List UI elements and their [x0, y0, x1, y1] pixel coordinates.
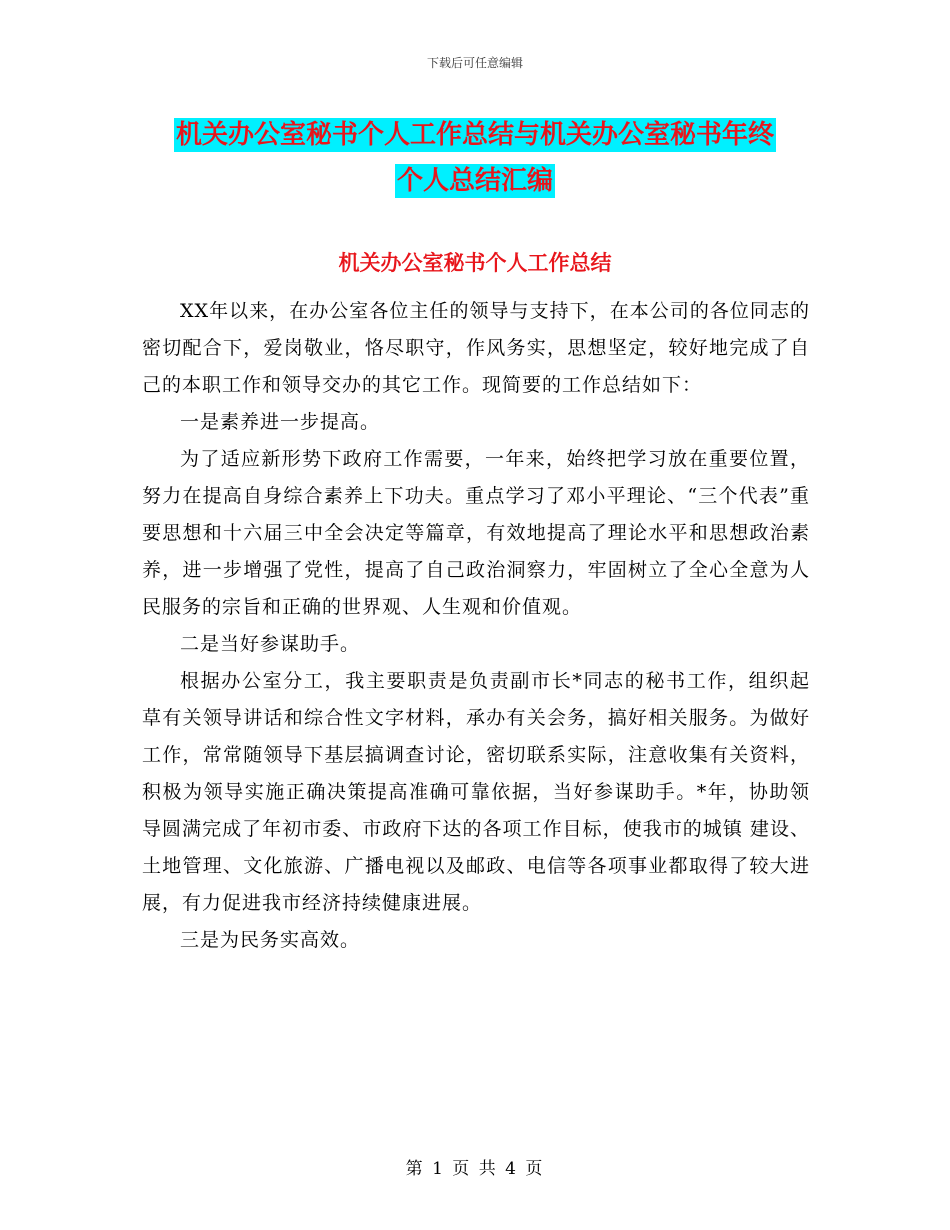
paragraph-intro: XX年以来，在办公室各位主任的领导与支持下，在本公司的各位同志的密切配合下，爱岗敬业，恪尽职守，作风务实，思想坚定，较好地完成了自己的本职工作和领导交办的其它工作。现简要的工作总结如下：	[142, 300, 810, 396]
section-title: 机关办公室秘书个人工作总结	[338, 251, 612, 275]
paragraph-heading-2: 二是当好参谋助手。	[180, 633, 361, 655]
header-note: 下载后可任意编辑	[426, 56, 523, 70]
body-text	[142, 293, 810, 959]
paragraph-duties: 根据办公室分工，我主要职责是负责副市长*同志的秘书工作，组织起草有关领导讲话和综合性文字材料，承办有关会务，搞好相关服务。为做好工作，常常随领导下基层搞调查讨论，密切联系实际，注意收集有关资料，积极为领导实施正确决策提高准确可靠依据，当好参谋助手。*年，协助领导圆满完成了年初市委、市政府下达的各项工作目标，使我市的城镇 建设、土地管理、文化旅游、广播电视以及邮政、电信等各项事业都取得了较大进展，有力促进我市经济持续健康进展。	[142, 670, 810, 914]
document-title	[140, 112, 810, 204]
paragraph-heading-3: 三是为民务实高效。	[180, 929, 361, 951]
page-number: 第 1 页 共 4 页	[405, 1159, 545, 1179]
document-title-line-2: 个人总结汇编	[396, 166, 553, 196]
paragraph-study: 为了适应新形势下政府工作需要，一年来，始终把学习放在重要位置，努力在提高自身综合素养上下功夫。重点学习了邓小平理论、“三个代表”重要思想和十六届三中全会决定等篇章，有效地提高了理论水平和思想政治素养，进一步增强了党性，提高了自己政治洞察力，牢固树立了全心全意为人民服务的宗旨和正确的世界观、人生观和价值观。	[142, 448, 810, 618]
document-title-line-1: 机关办公室秘书个人工作总结与机关办公室秘书年终	[175, 120, 774, 150]
paragraph-heading-1: 一是素养进一步提高。	[180, 411, 381, 433]
